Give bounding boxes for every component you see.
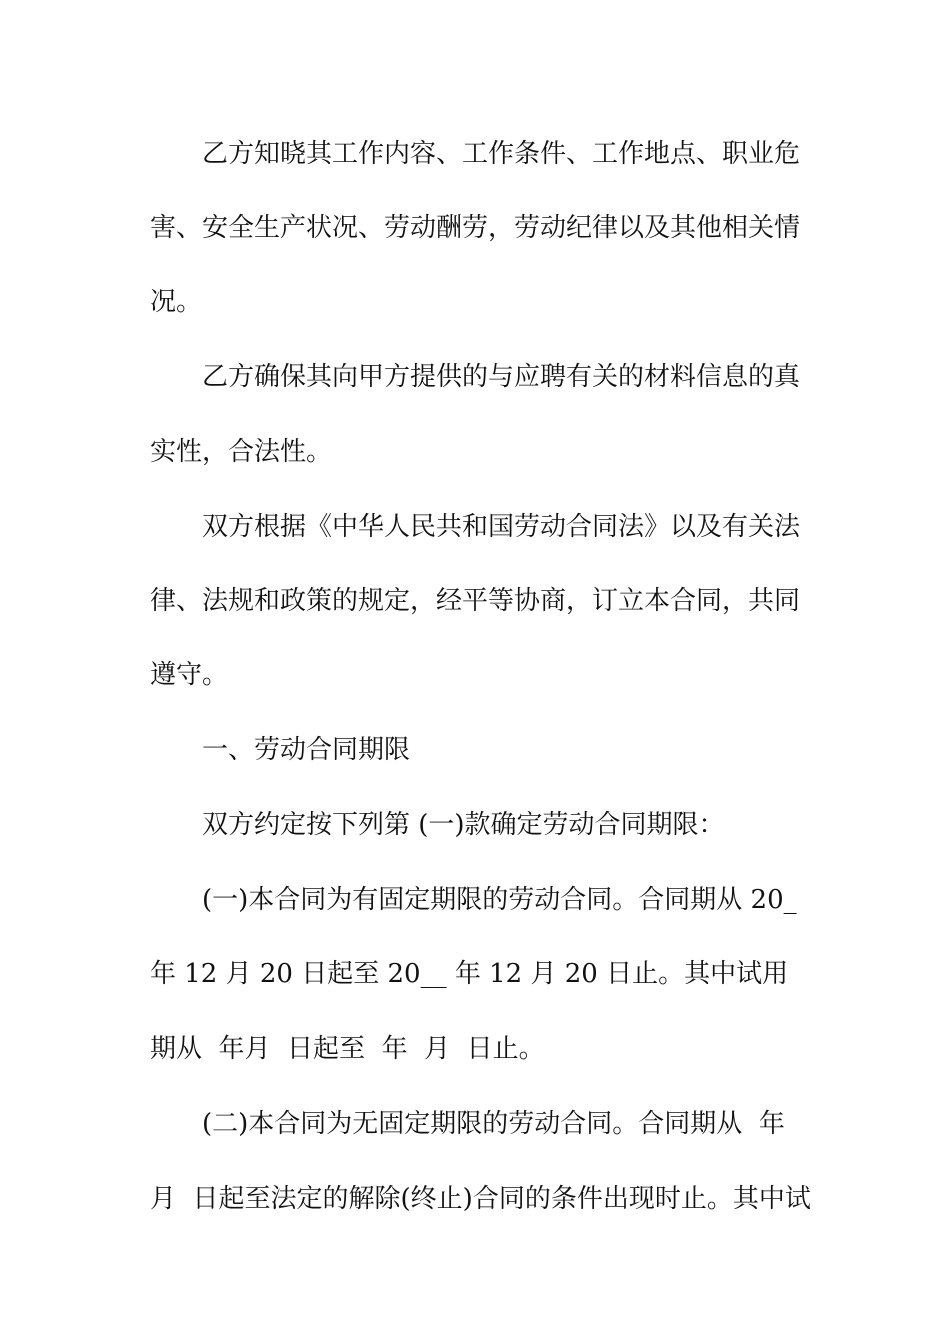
paragraph-line: 双方根据《中华人民共和国劳动合同法》以及有关法 <box>202 512 801 542</box>
paragraph-line: 双方约定按下列第 (一)款确定劳动合同期限： <box>202 810 725 840</box>
paragraph-line: 害、安全生产状况、劳动酬劳，劳动纪律以及其他相关情 <box>150 213 801 243</box>
paragraph-line: 乙方确保其向甲方提供的与应聘有关的材料信息的真 <box>202 362 801 392</box>
paragraph-line: 年 12 月 20 日起至 20__ 年 12 月 20 日止。其中试用 <box>150 959 789 989</box>
paragraph-line: 期从 年月 日起至 年 月 日止。 <box>150 1034 545 1064</box>
paragraph-line: 遵守。 <box>150 660 229 690</box>
paragraph-line: (一)本合同为有固定期限的劳动合同。合同期从 20_ <box>202 885 797 915</box>
paragraph-line: 律、法规和政策的规定，经平等协商，订立本合同，共同 <box>150 586 801 616</box>
paragraph-line: 实性，合法性。 <box>150 437 333 467</box>
paragraph-line: (二)本合同为无固定期限的劳动合同。合同期从 年 <box>202 1109 785 1139</box>
paragraph-line: 况。 <box>150 287 203 317</box>
paragraph-line: 月 日起至法定的解除(终止)合同的条件出现时止。其中试 <box>150 1184 811 1214</box>
section-heading: 一、劳动合同期限 <box>202 735 411 765</box>
paragraph-line: 乙方知晓其工作内容、工作条件、工作地点、职业危 <box>202 139 801 169</box>
